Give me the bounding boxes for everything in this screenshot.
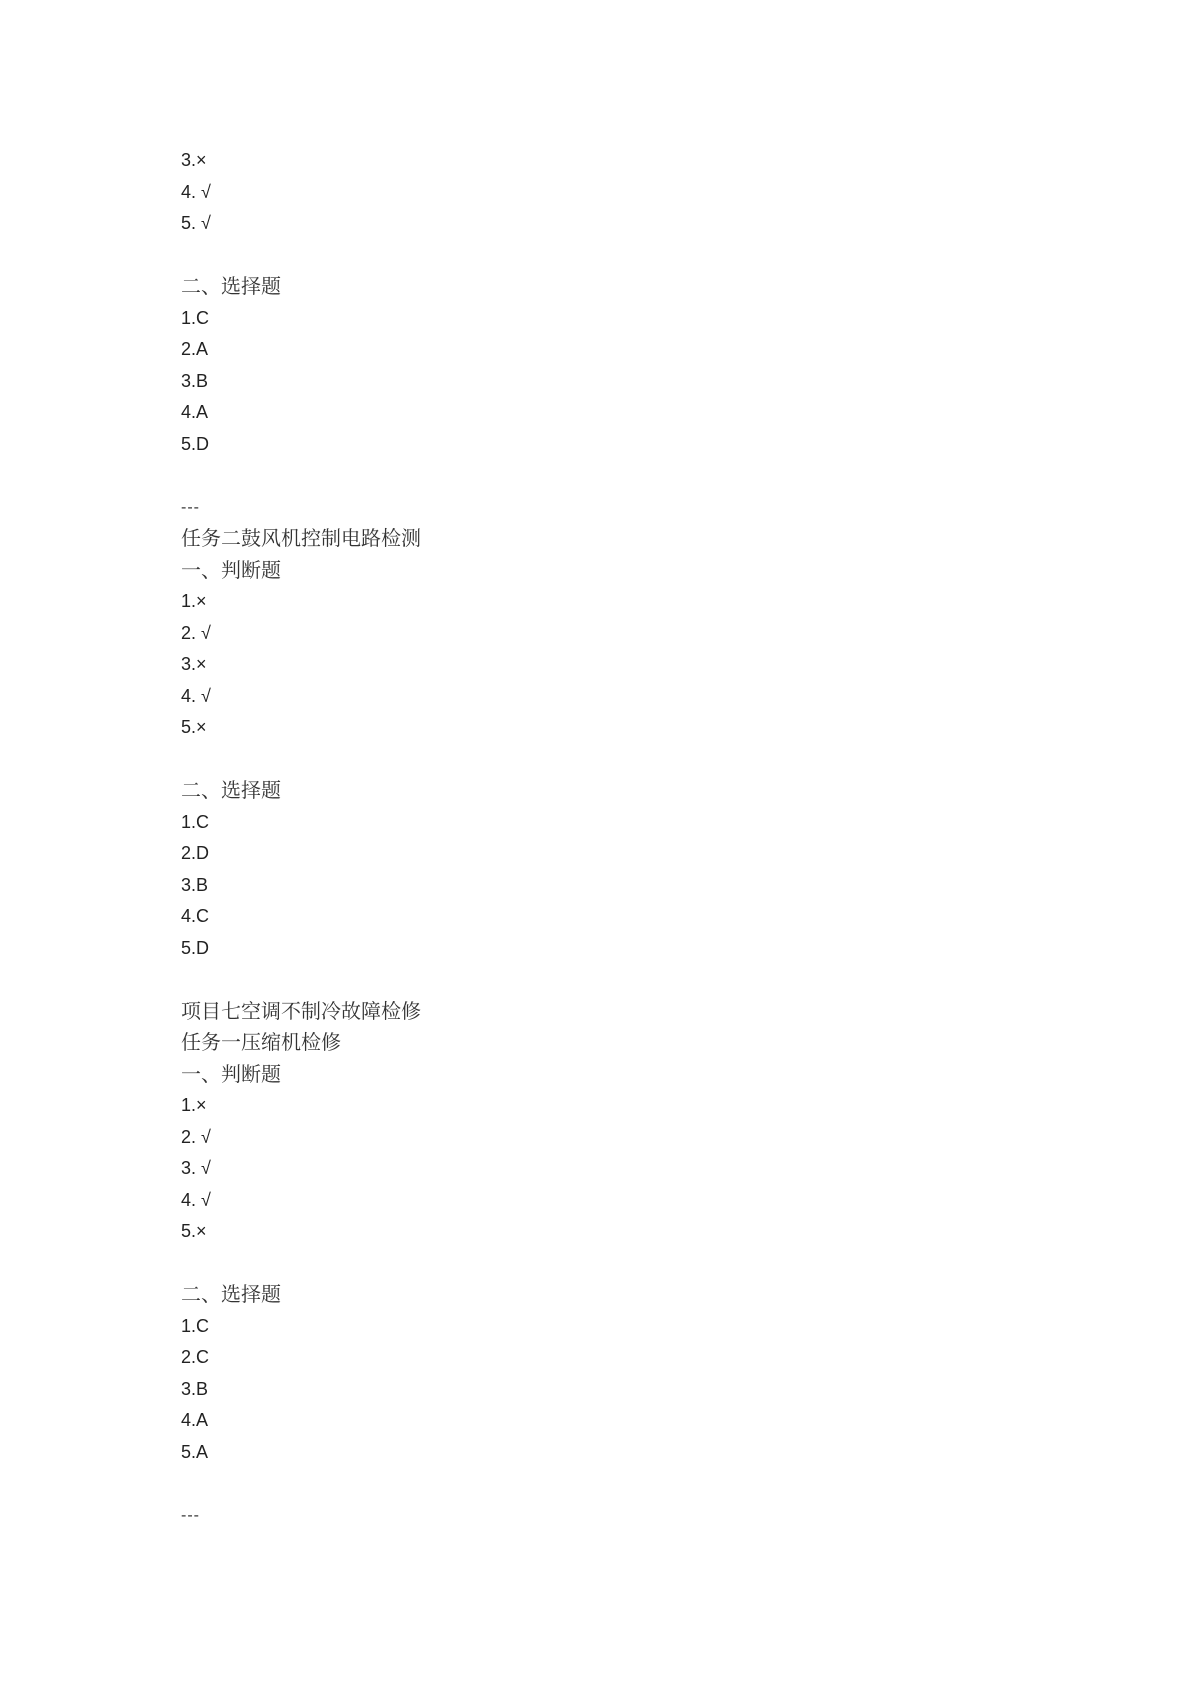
section-heading: 项目七空调不制冷故障检修 xyxy=(181,998,421,1023)
section-heading: 二、选择题 xyxy=(181,274,281,298)
blank-line xyxy=(181,240,1081,272)
answer-line: 1.C xyxy=(181,1315,210,1336)
answer-line: 4.C xyxy=(181,906,210,926)
answer-line: 1.C xyxy=(181,307,210,328)
answer-line: 4. √ xyxy=(181,685,211,706)
answer-line: 5.D xyxy=(181,937,210,958)
answer-line: 2. √ xyxy=(181,622,211,643)
blank-line xyxy=(181,460,1081,492)
answer-line: 3. √ xyxy=(181,1158,211,1178)
separator-line: --- xyxy=(181,498,200,516)
answer-line: 1.× xyxy=(181,1095,207,1115)
answer-line: 1.C xyxy=(181,811,210,832)
answer-line: 2.D xyxy=(181,843,210,863)
answer-line: 4. √ xyxy=(181,181,211,202)
answer-line: 4.A xyxy=(181,402,209,422)
answer-line: 1.× xyxy=(181,591,207,611)
answer-line: 5.D xyxy=(181,433,210,454)
section-heading: 任务二鼓风机控制电路检测 xyxy=(181,526,421,550)
section-heading: 二、选择题 xyxy=(181,1282,281,1306)
section-heading: 一、判断题 xyxy=(181,1061,281,1086)
document-body xyxy=(181,145,1081,1531)
answer-line: 4.A xyxy=(181,1410,209,1430)
answer-line: 3.× xyxy=(181,654,207,674)
answer-line: 5.× xyxy=(181,717,207,737)
answer-line: 2.C xyxy=(181,1347,210,1367)
answer-line: 5.A xyxy=(181,1441,209,1462)
answer-line: 2. √ xyxy=(181,1126,211,1147)
blank-line xyxy=(181,1248,1081,1280)
answer-line: 3.B xyxy=(181,874,209,895)
separator-line: --- xyxy=(181,1506,200,1524)
section-heading: 一、判断题 xyxy=(181,557,281,582)
answer-line: 3.× xyxy=(181,150,207,170)
answer-line: 4. √ xyxy=(181,1189,211,1210)
answer-line: 3.B xyxy=(181,370,209,391)
answer-line: 5. √ xyxy=(181,213,211,233)
answer-line: 2.A xyxy=(181,339,209,359)
section-heading: 二、选择题 xyxy=(181,778,281,802)
answer-line: 3.B xyxy=(181,1378,209,1399)
blank-line xyxy=(181,1468,1081,1500)
answer-line: 5.× xyxy=(181,1221,207,1241)
blank-line xyxy=(181,964,1081,996)
section-heading: 任务一压缩机检修 xyxy=(181,1030,341,1054)
blank-line xyxy=(181,744,1081,776)
